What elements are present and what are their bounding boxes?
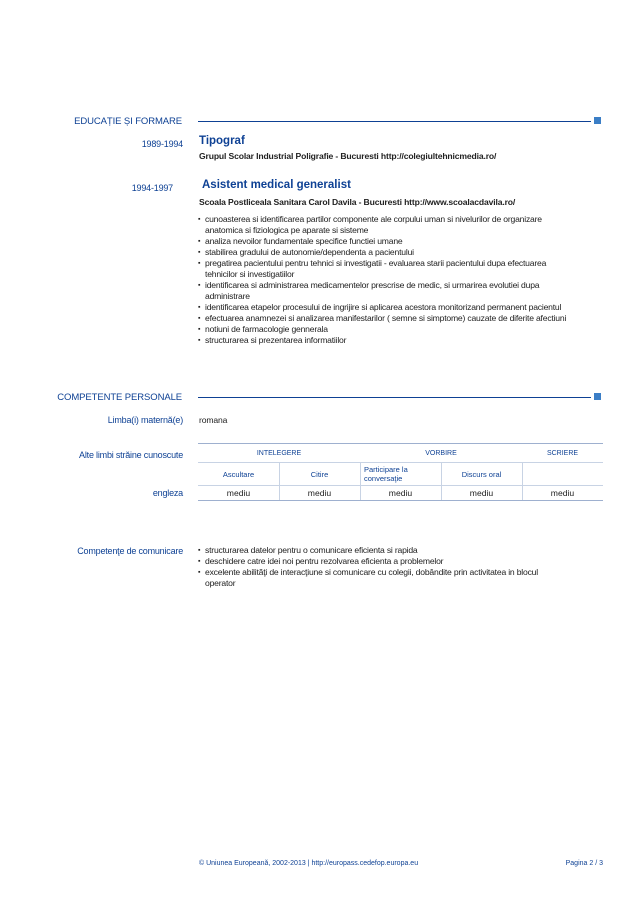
table-subheader-interaction: Participare la conversaţie [364, 465, 408, 483]
list-item: ▪ analiza nevoilor fundamentale specifice functiei umane [198, 236, 604, 247]
education-dates-1: 1989-1994 [141, 139, 183, 149]
table-col-separator [279, 463, 280, 485]
table-group-understanding: INTELEGERE [256, 450, 302, 457]
education-title-1: Tipograf [199, 135, 245, 147]
education-org-1: Grupul Scolar Industrial Poligrafie - Bucuresti http://colegiultehnicmedia.ro/ [199, 151, 497, 161]
table-col-separator [441, 486, 442, 500]
list-item: ▪ cunoasterea si identificarea partilor componente ale corpului uman si nivelurilor de organizare [198, 214, 604, 225]
section-marker-skills [594, 393, 601, 400]
list-item [198, 225, 604, 236]
mother-tongue-value: romana [199, 415, 228, 425]
list-item [198, 291, 604, 302]
table-group-speaking: VORBIRE [425, 450, 457, 457]
table-col-separator [360, 463, 361, 485]
table-top-border [198, 443, 603, 444]
list-item: ▪ efectuarea anamnezei si analizarea manifestarilor ( semne si simptome) cauzate de diferite afectiuni [198, 313, 604, 324]
footer-page-number: Pagina 2 / 3 [565, 860, 603, 867]
education-title-2: Asistent medical generalist [202, 179, 351, 191]
table-cell-writing: mediu [550, 488, 575, 498]
list-item: ▪ excelente abilităţi de interacţiune si comunicare cu colegii, dobândite prin activitatea in blocul [198, 567, 604, 578]
list-item [198, 578, 604, 589]
section-title-skills: COMPETENTE PERSONALE [57, 392, 182, 403]
section-marker-education [594, 117, 601, 124]
table-subheader-production: Discurs oral [461, 469, 502, 479]
table-col-separator [279, 486, 280, 500]
list-item-continuation: administrare [205, 291, 250, 301]
table-col-separator [441, 463, 442, 485]
education-org-2: Scoala Postliceala Sanitara Carol Davila - Bucuresti http://www.scoalacdavila.ro/ [199, 197, 516, 207]
list-item: ▪ deschidere catre idei noi pentru rezolvarea eficienta a problemelor [198, 556, 604, 567]
communication-skills-label: Competenţe de comunicare [77, 546, 183, 556]
list-item: ▪ stabilirea gradului de autonomie/dependenta a pacientului [198, 247, 604, 258]
footer-copyright: © Uniunea Europeană, 2002-2013 | http://europass.cedefop.europa.eu [199, 860, 419, 867]
table-cell-reading: mediu [307, 488, 332, 498]
language-name: engleza [152, 488, 183, 498]
list-item: ▪ structurarea si prezentarea informatiilor [198, 335, 604, 346]
table-cell-listening: mediu [226, 488, 251, 498]
table-col-separator [522, 486, 523, 500]
table-subheader-border [198, 485, 603, 486]
section-divider-education [198, 121, 591, 122]
other-languages-label: Alte limbi străine cunoscute [79, 450, 183, 460]
table-cell-production: mediu [469, 488, 494, 498]
list-item: ▪ notiuni de farmacologie gennerala [198, 324, 604, 335]
table-bottom-border [198, 500, 603, 501]
table-col-separator [522, 463, 523, 485]
table-col-separator [360, 486, 361, 500]
list-item-continuation: anatomica si fiziologica pe aparate si sisteme [205, 225, 369, 235]
list-item: ▪ identificarea si administrarea medicamentelor prescrise de medic, si urmarirea evolutiei dupa [198, 280, 604, 291]
table-subheader-listening: Ascultare [222, 469, 255, 479]
list-item-continuation: operator [205, 578, 236, 588]
mother-tongue-label: Limba(i) maternă(e) [107, 415, 183, 425]
section-title-education: EDUCAȚIE ȘI FORMARE [74, 116, 182, 127]
list-item: ▪ identificarea etapelor procesului de ingrijire si aplicarea acestora monitorizand permanent pacientul [198, 302, 604, 313]
list-item-continuation: tehnicilor si investigatiilor [205, 269, 295, 279]
section-divider-skills [198, 397, 591, 398]
table-cell-interaction: mediu [388, 488, 413, 498]
table-group-writing: SCRIERE [546, 450, 579, 457]
communication-bullets [198, 545, 604, 589]
table-subheader-reading: Citire [310, 469, 329, 479]
education-bullets [198, 214, 604, 346]
list-item: ▪ pregatirea pacientului pentru tehnici si investigatii - evaluarea starii pacientului dupa efectuarea [198, 258, 604, 269]
list-item: ▪ structurarea datelor pentru o comunicare eficienta si rapida [198, 545, 604, 556]
education-dates-2: 1994-1997 [131, 183, 173, 193]
list-item [198, 269, 604, 280]
